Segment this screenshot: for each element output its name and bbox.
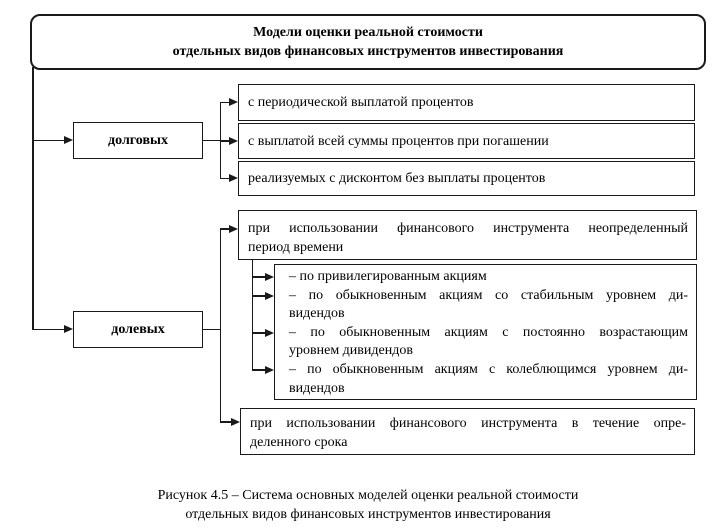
indefinite-period-box [238, 210, 697, 260]
title-line-1: Модели оценки реальной стоимости [253, 25, 483, 40]
debt-model-2-text: с выплатой всей суммы процентов при погашении [248, 133, 549, 149]
stock-model-4-text-wrap: видендов [289, 380, 345, 396]
trunk-line [32, 67, 34, 330]
caption-line-2: отдельных видов финансовых инструментов инвестирования [185, 507, 551, 522]
arrow-right-icon [265, 366, 274, 374]
title-line-2: отдельных видов финансовых инструментов инвестирования [172, 44, 564, 59]
stock-model-1-line [252, 276, 265, 278]
equity-connector-line [203, 329, 221, 331]
debt-branch-line [33, 140, 65, 142]
arrow-right-icon [229, 98, 238, 106]
arrow-right-icon [229, 137, 238, 145]
equity-branch-line [33, 329, 65, 331]
stock-model-3-text: – по обыкновенным акциям с постоянно возрастающим [289, 324, 688, 340]
debt-model-1-text: с периодической выплатой процентов [248, 95, 474, 110]
stock-model-2-text-wrap: видендов [289, 306, 345, 322]
definite-period-line [220, 421, 231, 423]
equity-branch-label: долевых [111, 322, 165, 337]
arrow-right-icon [64, 325, 73, 333]
stock-models-box [274, 264, 697, 400]
arrow-right-icon [265, 273, 274, 281]
debt-model-box [238, 161, 695, 196]
equity-branch-box [73, 311, 203, 348]
arrow-right-icon [231, 418, 240, 426]
debt-model-3-text: реализуемых с дисконтом без выплаты процентов [248, 171, 546, 186]
arrow-right-icon [265, 329, 274, 337]
figure-caption [30, 486, 706, 524]
debt-model-box [238, 123, 695, 159]
stock-model-1-text: – по привилегированным акциям [289, 269, 487, 284]
definite-period-line-1: при использовании финансового инструмента в течение опре- [250, 416, 686, 431]
indefinite-period-line-1: при использовании финансового инструмента неопределенный [248, 221, 688, 236]
indefinite-period-line-2: период времени [248, 240, 344, 255]
arrow-right-icon [64, 136, 73, 144]
arrow-right-icon [265, 292, 274, 300]
arrow-right-icon [229, 225, 238, 233]
definite-period-box [240, 408, 695, 455]
title-box [30, 14, 706, 70]
stock-model-3-line [252, 332, 265, 334]
debt-model-box [238, 84, 695, 121]
stock-model-2-text: – по обыкновенным акциям со стабильным уровнем ди- [289, 287, 688, 303]
equity-connector-spine [220, 228, 222, 423]
debt-branch-box [73, 122, 203, 159]
arrow-right-icon [229, 174, 238, 182]
stock-model-2-line [252, 295, 265, 297]
caption-line-1: Рисунок 4.5 – Система основных моделей оценки реальной стоимости [157, 488, 579, 503]
stock-model-4-line [252, 369, 265, 371]
debt-branch-label: долговых [108, 133, 168, 148]
debt-connector-line [203, 140, 221, 142]
stock-model-3-text-wrap: уровнем дивидендов [289, 343, 413, 359]
definite-period-line-2: деленного срока [250, 435, 348, 450]
stock-model-4-text: – по обыкновенным акциям с колеблющимся уровнем ди- [289, 361, 688, 377]
